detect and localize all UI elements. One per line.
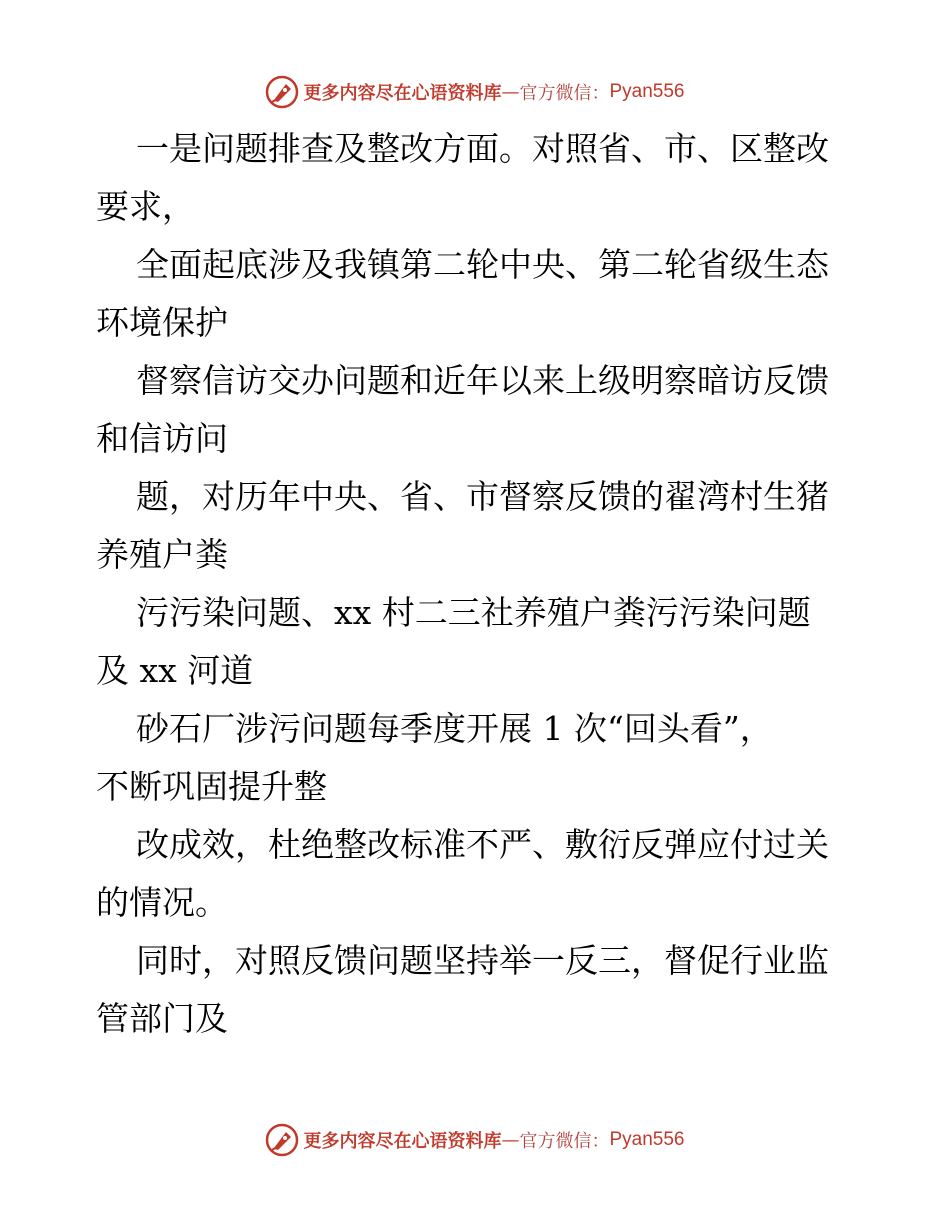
header-banner xyxy=(0,72,950,112)
paragraph-line: 改成效，杜绝整改标准不严、敷衍反弹应付过关 xyxy=(136,825,829,864)
paragraph-line: 养殖户粪 xyxy=(96,535,228,574)
paragraph-line: 督察信访交办问题和近年以来上级明察暗访反馈 xyxy=(136,361,829,400)
paragraph-line: 要求， xyxy=(96,187,195,226)
paragraph-line: 管部门及 xyxy=(96,999,228,1038)
paragraph-line: 题，对历年中央、省、市督察反馈的翟湾村生猪 xyxy=(136,477,829,516)
pen-nib-logo-icon xyxy=(265,1123,299,1157)
paragraph-line: 全面起底涉及我镇第二轮中央、第二轮省级生态 xyxy=(136,245,829,284)
paragraph-line: 一是问题排查及整改方面。对照省、市、区整改 xyxy=(136,129,829,168)
banner-dash: — xyxy=(501,1129,520,1151)
document-body xyxy=(96,120,856,1048)
pen-nib-logo-icon xyxy=(265,75,299,109)
footer-banner xyxy=(0,1120,950,1160)
paragraph-line: 环境保护 xyxy=(96,303,228,342)
banner-brand-text: 更多内容尽在心语资料库 xyxy=(303,1131,502,1152)
banner-dash: — xyxy=(501,81,520,103)
banner-wechat-handle: Pyan556 xyxy=(609,81,685,102)
banner-brand-text: 更多内容尽在心语资料库 xyxy=(303,83,502,104)
paragraph-line: 同时，对照反馈问题坚持举一反三，督促行业监 xyxy=(136,941,829,980)
paragraph-line: 污污染问题、xx 村二三社养殖户粪污污染问题 xyxy=(136,593,811,632)
paragraph-line: 和信访问 xyxy=(96,419,228,458)
banner-wechat-label: 官方微信： xyxy=(519,1131,610,1152)
paragraph-line: 及 xx 河道 xyxy=(96,651,254,690)
paragraph-line: 的情况。 xyxy=(96,883,228,922)
paragraph-line: 砂石厂涉污问题每季度开展 1 次“回头看”， xyxy=(136,709,773,748)
paragraph-line: 不断巩固提升整 xyxy=(96,767,327,806)
banner-wechat-label: 官方微信： xyxy=(519,83,610,104)
banner-wechat-handle: Pyan556 xyxy=(609,1129,685,1150)
